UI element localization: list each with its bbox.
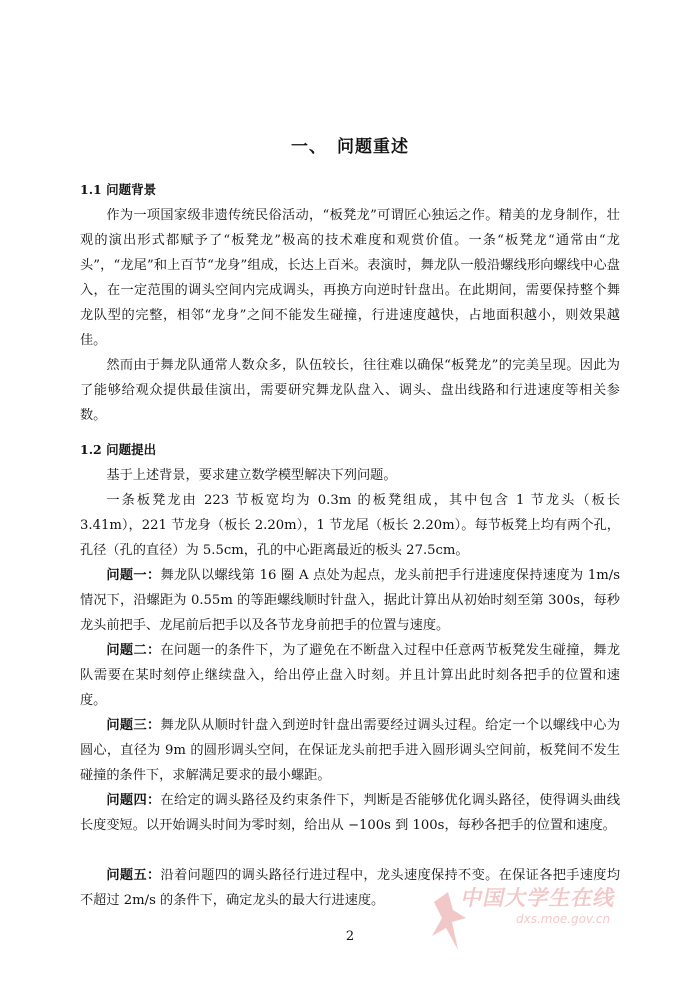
- question-paragraph: [80, 638, 620, 713]
- question-text: 沿着问题四的调头路径行进过程中，龙头速度保持不变。在保证各把手速度均不超过 2m/s 的条件下，确定龙头的最大行进速度。: [80, 868, 621, 908]
- watermark-text: 中国大学生在线: [459, 886, 619, 910]
- section-title-text: 问题重述: [337, 137, 409, 157]
- question-label: 问题五：: [106, 868, 161, 883]
- intro-paragraph: 一条板凳龙由 223 节板宽均为 0.3m 的板凳组成，其中包含 1 节龙头（板长 3.41m），221 节龙身（板长 2.20m），1 节龙尾（板长 2.20m）。每节板凳上均有两个孔，孔径（孔的直径）为 5.5cm，孔的中心距离最近的板头 27.5cm。: [80, 493, 620, 558]
- watermark-url: dxs.moe.gov.cn: [516, 912, 611, 926]
- question-paragraph: [80, 788, 620, 838]
- question-text: 舞龙队从顺时针盘入到逆时针盘出需要经过调头过程。给定一个以螺线中心为圆心，直径为 9m 的圆形调头空间，在保证龙头前把手进入圆形调头空间前，板凳间不发生碰撞的条件下，求解满足要求的最小螺距。: [80, 718, 621, 783]
- page-number: 2: [345, 929, 355, 944]
- question-text: 舞龙队以螺线第 16 圈 A 点处为起点，龙头前把手行进速度保持速度为 1m/s 情况下，沿螺距为 0.55m 的等距螺线顺时针盘入，据此计算出从初始时刻至第 300s，每秒龙头前把手、龙尾前后把手以及各节龙身前把手的位置与速度。: [80, 568, 620, 633]
- background-paragraph: 然而由于舞龙队通常人数众多，队伍较长，往往难以确保“板凳龙”的完美呈现。因此为了能够给观众提供最佳演出，需要研究舞龙队盘入、调头、盘出线路和行进速度等相关参数。: [80, 358, 620, 423]
- question-label: 问题四：: [106, 793, 161, 808]
- question-label: 问题二：: [106, 643, 161, 658]
- question-paragraph: [80, 563, 620, 638]
- intro-paragraph: 基于上述背景，要求建立数学模型解决下列问题。: [106, 468, 397, 483]
- subsection-heading-background: 1.1 问题背景: [80, 182, 157, 197]
- subsection-heading-problems: 1.2 问题提出: [80, 442, 157, 457]
- question-paragraph: [80, 713, 620, 788]
- background-paragraph: 作为一项国家级非遗传统民俗活动，“板凳龙”可谓匠心独运之作。精美的龙身制作，壮观的演出形式都赋予了“板凳龙”极高的技术难度和观赏价值。一条“板凳龙“通常由“龙头”，“龙尾”和上百节“龙身”组成，长达上百米。表演时，舞龙队一般沿螺线形向螺线中心盘入，在一定范围的调头空间内完成调头，再换方向逆时针盘出。在此期间，需要保持整个舞龙队型的完整，相邻“龙身”之间不能发生碰撞，行进速度越快，占地面积越小，则效果越佳。: [80, 208, 620, 348]
- question-text: 在问题一的条件下，为了避免在不断盘入过程中任意两节板凳发生碰撞，舞龙队需要在某时刻停止继续盘入，给出停止盘入时刻。并且计算出此时刻各把手的位置和速度。: [80, 643, 621, 708]
- question-label: 问题一：: [106, 568, 161, 583]
- question-label: 问题三：: [106, 718, 161, 733]
- section-number: 一、: [291, 137, 327, 157]
- watermark: [428, 882, 688, 982]
- question-text: 在给定的调头路径及约束条件下，判断是否能够优化调头路径，使得调头曲线长度变短。以开始调头时间为零时刻，给出从 −100s 到 100s，每秒各把手的位置和速度。: [80, 793, 621, 833]
- section-title: [0, 132, 700, 157]
